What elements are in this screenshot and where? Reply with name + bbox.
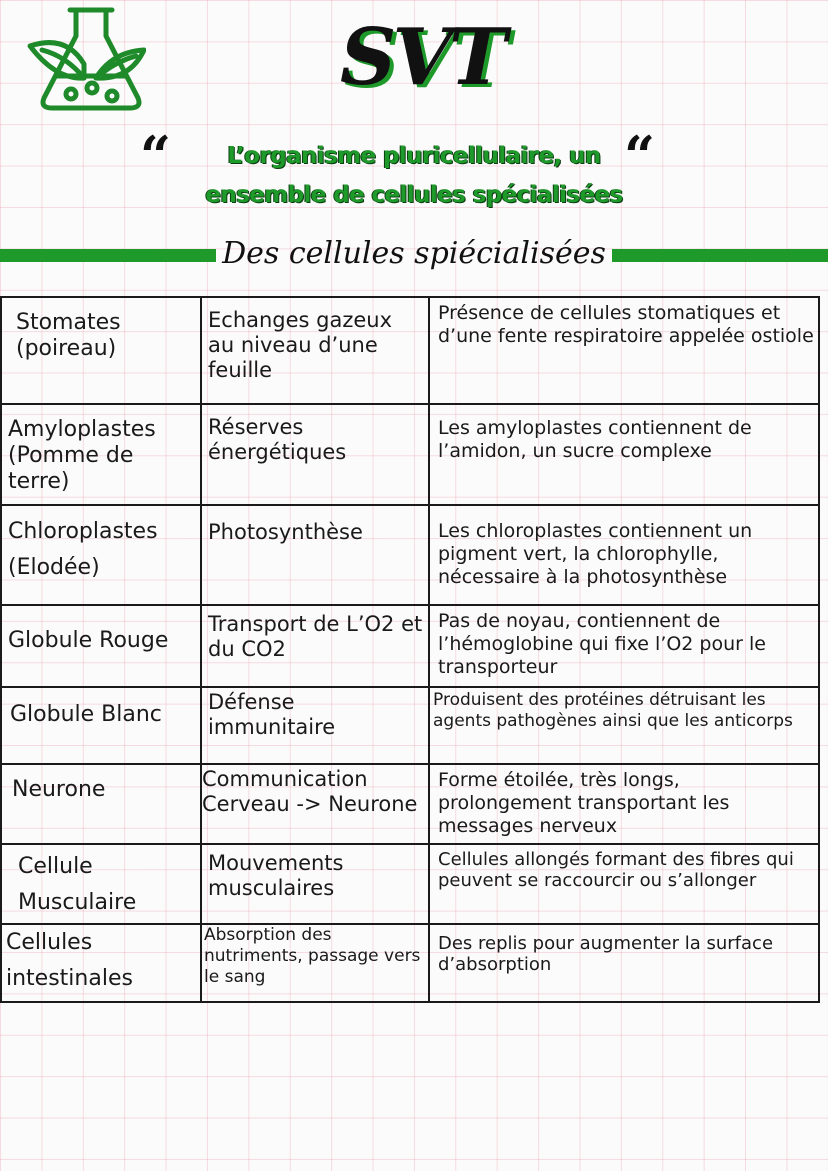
cell-description: Les amyloplastes contiennent de l’amidon, un sucre complexe [429, 404, 819, 505]
cell-role: Transport de L’O2 et du CO2 [201, 605, 429, 687]
cell-description: Présence de cellules stomatiques et d’une fente respiratoire appelée ostiole [429, 297, 819, 404]
cell-description: Des replis pour augmenter la surface d’absorption [429, 924, 819, 1002]
cell-type: Globule Rouge [1, 605, 201, 687]
cell-role: Photosynthèse [201, 505, 429, 605]
cell-type: Cellule Musculaire [1, 844, 201, 924]
cell-type: Globule Blanc [1, 687, 201, 764]
quote-close-mark: “ [624, 124, 656, 188]
divider-right [612, 249, 828, 262]
table-row [1, 687, 819, 764]
table-row [1, 844, 819, 924]
quote-open-mark: “ [140, 124, 172, 188]
cell-role: Mouvements musculaires [201, 844, 429, 924]
brand-title: SVT [340, 12, 503, 103]
cell-type: Cellules intestinales [1, 924, 201, 1002]
cells-table [0, 296, 820, 1003]
cell-description: Pas de noyau, contiennent de l’hémoglobine qui fixe l’O2 pour le transporteur [429, 605, 819, 687]
cell-role: Absorption des nutriments, passage vers le sang [201, 924, 429, 1002]
section-title: Des cellules spiécialisées [222, 236, 606, 271]
subtitle-line-1: L’organisme pluricellulaire, un [227, 143, 601, 169]
cell-role: Réserves énergétiques [201, 404, 429, 505]
cell-type: Chloroplastes (Elodée) [1, 505, 201, 605]
flask-leaf-icon [26, 6, 146, 112]
cell-description: Forme étoilée, très longs, prolongement transportant les messages nerveux [429, 764, 819, 844]
table-row [1, 505, 819, 605]
divider-left [0, 249, 216, 262]
table-row [1, 605, 819, 687]
cell-description: Les chloroplastes contiennent un pigment vert, la chlorophylle, nécessaire à la photosynthèse [429, 505, 819, 605]
table-row [1, 924, 819, 1002]
cell-type: Neurone [1, 764, 201, 844]
page-subtitle [150, 137, 678, 215]
subtitle-line-2: ensemble de cellules spécialisées [205, 182, 623, 208]
cell-type: Stomates (poireau) [1, 297, 201, 404]
cell-role: Communication Cerveau -> Neurone [201, 764, 429, 844]
cell-type: Amyloplastes (Pomme de terre) [1, 404, 201, 505]
table-row [1, 404, 819, 505]
table-row [1, 297, 819, 404]
table-row [1, 764, 819, 844]
cell-role: Défense immunitaire [201, 687, 429, 764]
cell-role: Echanges gazeux au niveau d’une feuille [201, 297, 429, 404]
cell-description: Cellules allongés formant des fibres qui peuvent se raccourcir ou s’allonger [429, 844, 819, 924]
cell-description: Produisent des protéines détruisant les agents pathogènes ainsi que les anticorps [429, 687, 819, 764]
